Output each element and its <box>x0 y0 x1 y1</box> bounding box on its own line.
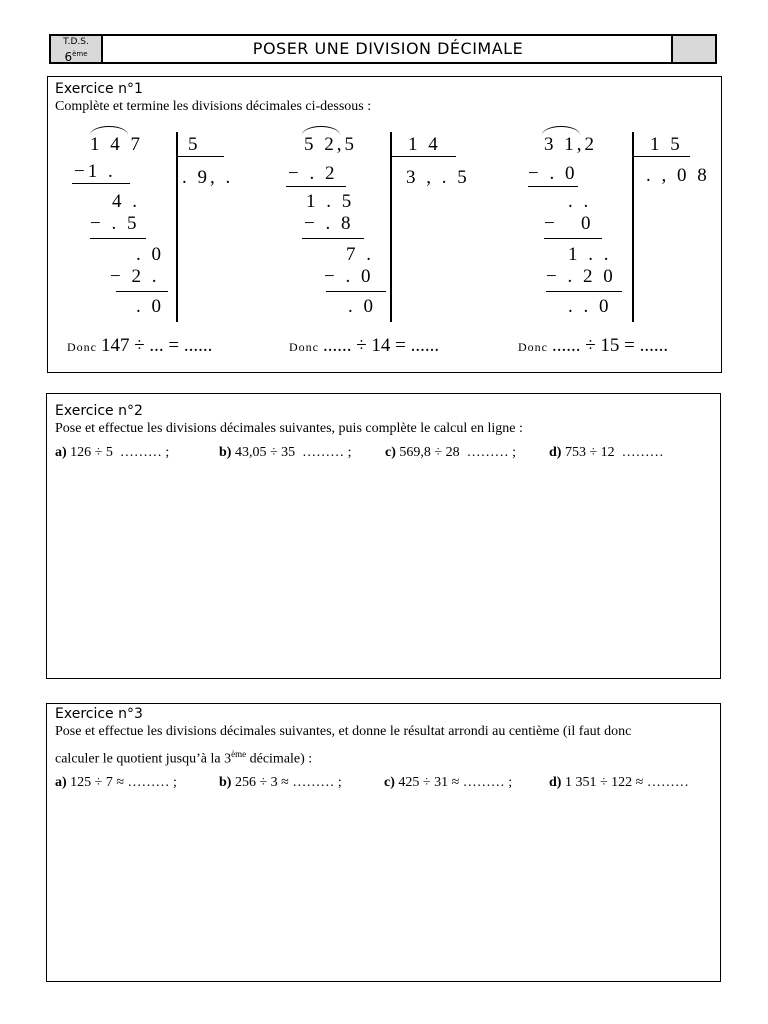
exercise-3-item-c: c) 425 ÷ 31 ≈ ……… ; <box>384 775 513 790</box>
exercise-1-title: Exercice n°1 <box>55 81 143 97</box>
division-3-divisor: 1 5 <box>650 134 683 155</box>
division-3-step: − . 0 <box>528 163 578 184</box>
exercise-3-item-b: b) 256 ÷ 3 ≈ ……… ; <box>219 775 342 790</box>
division-2-divisor: 1 4 <box>408 134 441 155</box>
exercise-3-item-d: d) 1 351 ÷ 122 ≈ ……… <box>549 775 689 790</box>
header-bar <box>49 34 717 64</box>
division-2-dividend: 5 2,5 <box>304 134 357 155</box>
division-3-dividend: 3 1,2 <box>544 134 597 155</box>
exercise-1-box <box>47 76 722 373</box>
division-3-step: − 0 <box>544 213 594 234</box>
division-3-step: . . 0 <box>568 296 612 317</box>
division-1-result: Donc 147 ÷ ... = ...... <box>67 335 213 356</box>
level-label: 6ème <box>64 50 88 64</box>
division-1-step: . 0 <box>136 296 164 317</box>
exercise-2-title: Exercice n°2 <box>55 403 143 419</box>
tds-label: T.D.S. <box>63 37 89 47</box>
division-2-vertical-bar <box>390 132 392 322</box>
division-1-vertical-bar <box>176 132 178 322</box>
exercise-2-instruction: Pose et effectue les divisions décimales suivantes, puis complète le calcul en ligne : <box>55 421 523 436</box>
division-1-step: −1 . <box>74 161 116 182</box>
division-3-step: . . <box>568 191 592 212</box>
division-1-step: 4 . <box>112 191 140 212</box>
page-title: POSER UNE DIVISION DÉCIMALE <box>252 39 524 58</box>
exercise-2-box <box>46 393 721 679</box>
division-2-step: . 0 <box>348 296 376 317</box>
division-3-quotient: . , 0 8 <box>646 165 710 186</box>
division-2-step: − . 2 <box>288 163 338 184</box>
division-3-vertical-bar <box>632 132 634 322</box>
division-1-step-line <box>72 183 130 184</box>
division-1-step: . 0 <box>136 244 164 265</box>
division-2-step: 1 . 5 <box>306 191 355 212</box>
division-3 <box>498 77 722 374</box>
exercise-3-box <box>46 703 721 982</box>
division-2-step: − . 8 <box>304 213 354 234</box>
division-1-divisor: 5 <box>188 134 201 155</box>
exercise-3-item-a: a) 125 ÷ 7 ≈ ……… ; <box>55 775 177 790</box>
division-1 <box>48 77 268 374</box>
division-1-dividend: 1 4 7 <box>90 134 143 155</box>
exercise-3-instruction-line-2: calculer le quotient jusqu’à la 3ème décimale) : <box>55 749 313 767</box>
exercise-1-instruction: Complète et termine les divisions décimales ci-dessous : <box>55 99 372 114</box>
division-2-divisor-line <box>390 156 456 157</box>
division-3-step-line <box>528 186 578 187</box>
division-3-step: − . 2 0 <box>546 266 616 287</box>
exercise-2-item-d: d) 753 ÷ 12 ……… <box>549 445 664 460</box>
division-2-quotient: 3 , . 5 <box>406 167 470 188</box>
exercise-3-instruction-line-1: Pose et effectue les divisions décimales suivantes, et donne le résultat arrondi au centième (il faut donc <box>55 724 632 739</box>
division-1-quotient: . 9, . <box>182 167 234 188</box>
division-2 <box>268 77 488 374</box>
division-3-step-line <box>544 238 602 239</box>
division-2-step-line <box>286 186 346 187</box>
exercise-2-item-b: b) 43,05 ÷ 35 ……… ; <box>219 445 352 460</box>
division-1-step: − . 5 <box>90 213 140 234</box>
division-2-step: − . 0 <box>324 266 374 287</box>
division-3-divisor-line <box>632 156 690 157</box>
division-3-step-line <box>546 291 622 292</box>
division-3-step: 1 . . <box>568 244 612 265</box>
division-2-step-line <box>326 291 386 292</box>
exercise-3-title: Exercice n°3 <box>55 706 143 722</box>
division-2-step: 7 . <box>346 244 374 265</box>
exercise-2-item-a: a) 126 ÷ 5 ……… ; <box>55 445 170 460</box>
division-3-result: Donc ...... ÷ 15 = ...... <box>518 335 669 356</box>
exercise-2-item-c: c) 569,8 ÷ 28 ……… ; <box>385 445 516 460</box>
division-1-step-line <box>90 238 146 239</box>
division-2-result: Donc ...... ÷ 14 = ...... <box>289 335 440 356</box>
division-1-step-line <box>116 291 168 292</box>
level-cell <box>51 36 103 62</box>
division-1-divisor-line <box>176 156 224 157</box>
header-empty-cell <box>671 36 715 62</box>
division-1-step: − 2 . <box>110 266 160 287</box>
division-2-step-line <box>302 238 364 239</box>
